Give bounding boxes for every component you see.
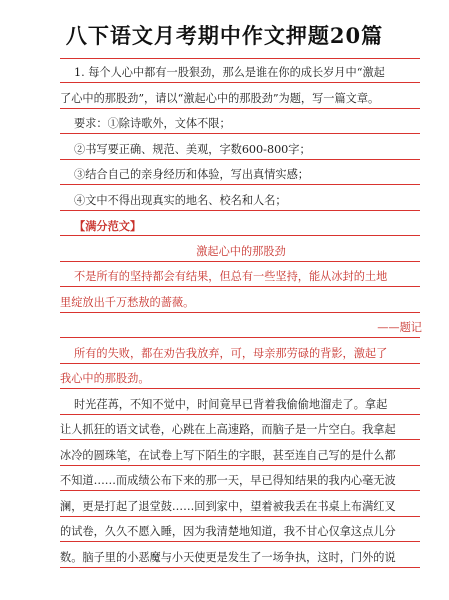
text-line: 要求：①除诗歌外，文体不限； [74,117,231,130]
text-line: 了心中的那股劲”，请以“激起心中的那股劲”为题，写一篇文章。 [60,91,380,105]
ruled-line [60,159,420,160]
ruled-line [60,490,420,491]
ruled-line [60,516,420,517]
text-line: 冰冷的圆珠笔，在试卷上写下陌生的字眼，甚至连自己写的是什么都 [60,448,396,462]
ruled-line [60,337,420,338]
text-line: 【满分范文】 [74,219,142,233]
ruled-line [60,363,420,364]
ruled-line [60,261,420,262]
text-line: 澜，更是打起了退堂鼓……回到家中，望着被我丢在书桌上布满红叉 [60,499,396,513]
text-line: 所有的失败，都在劝告我放弃，可，母亲那劳碌的背影，激起了 [74,346,388,360]
text-line: 的试卷，久久不愿入睡，因为我清楚地知道，我不甘心仅拿这点儿分 [60,525,396,538]
ruled-line [60,133,420,134]
ruled-line [60,388,420,389]
ruled-line [60,439,420,440]
text-line: ③结合自己的亲身经历和体验，写出真情实感； [74,168,309,181]
ruled-line [60,210,420,211]
text-line: ②书写要正确、规范、美观，字数600-800字； [74,142,311,156]
text-line: 让人抓狂的语文试卷，心跳在上高速路，而脑子是一片空白。我拿起 [60,423,396,436]
title-underline [60,58,420,59]
ruled-line [60,235,420,236]
ruled-line [60,184,420,185]
text-line: 我心中的那股劲。 [60,372,150,385]
document-title: 八下语文月考期中作文押题20篇 [65,23,384,48]
text-line: 激起心中的那股劲 [196,244,286,258]
ruled-line [60,108,420,109]
ruled-line [60,414,420,415]
text-line: 时光荏苒，不知不觉中，时间竟早已背着我偷偷地溜走了。拿起 [74,397,388,411]
ruled-line [60,465,420,466]
text-line: 数。脑子里的小恶魔与小天使更是发生了一场争执，这时，门外的说 [60,550,396,564]
text-line: 不知道……而成绩公布下来的那一天，早已得知结果的我内心毫无波 [60,474,396,487]
ruled-line [60,567,420,568]
text-line: ④文中不得出现真实的地名、校名和人名； [74,193,287,207]
text-line: ——题记 [377,321,422,334]
ruled-line [60,541,420,542]
ruled-line [60,286,420,287]
ruled-line [60,312,420,313]
text-line: 不是所有的坚持都会有结果，但总有一些坚持，能从冰封的土地 [74,270,388,283]
text-line: 里绽放出千万愁敖的蔷薇。 [60,295,195,309]
text-line: 1. 每个人心中都有一股狠劲，那么是谁在你的成长岁月中“激起 [74,66,385,79]
ruled-line [60,82,420,83]
